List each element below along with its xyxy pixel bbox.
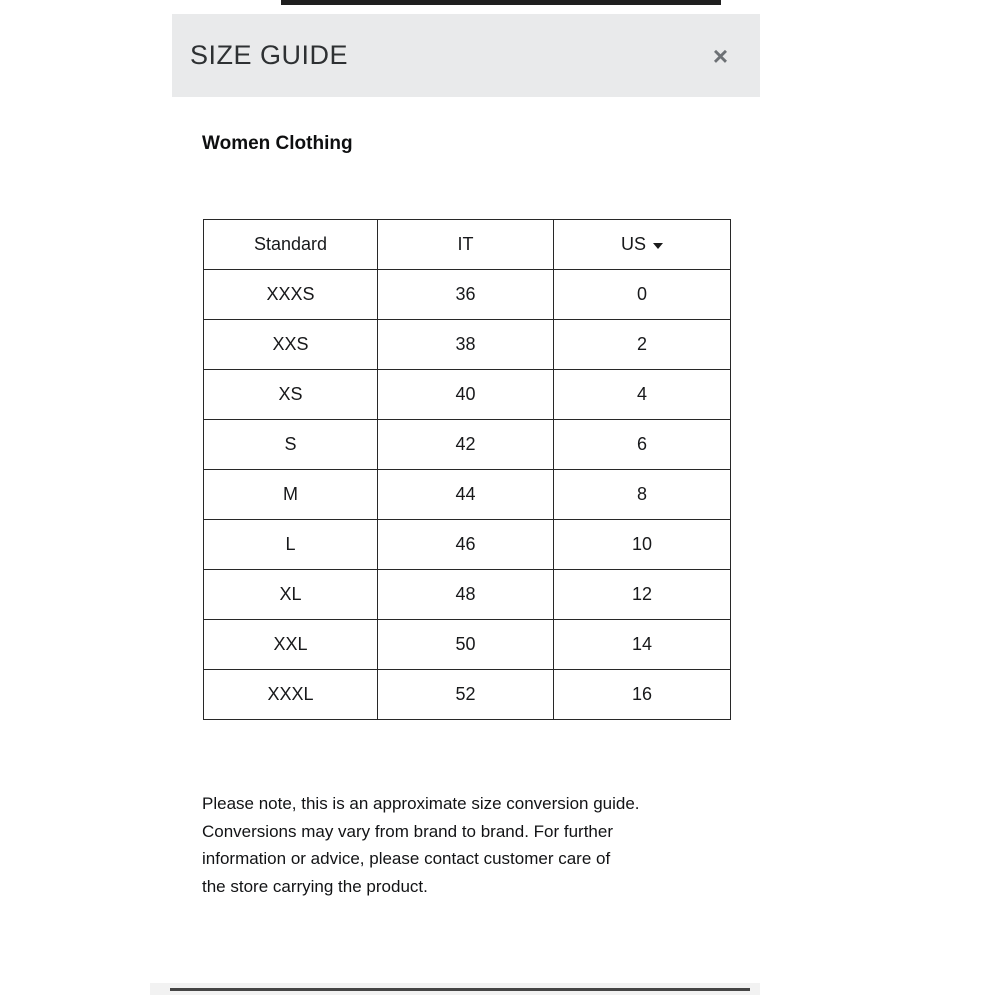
close-button[interactable] — [709, 39, 732, 73]
column-header-us-dropdown[interactable] — [554, 220, 731, 270]
cell-standard: M — [204, 470, 378, 520]
cell-standard: XXL — [204, 620, 378, 670]
table-row — [204, 620, 731, 670]
table-row — [204, 470, 731, 520]
cell-it: 46 — [378, 520, 554, 570]
top-page-divider — [281, 0, 721, 5]
cell-us: 12 — [554, 570, 731, 620]
conversion-note — [202, 790, 742, 900]
cell-standard: S — [204, 420, 378, 470]
size-conversion-table — [203, 219, 731, 720]
cell-standard: XXXL — [204, 670, 378, 720]
column-header-us-label: US — [620, 234, 646, 254]
caret-down-icon — [653, 243, 663, 249]
table-row — [204, 570, 731, 620]
close-icon: × — [712, 40, 728, 71]
cell-standard: XL — [204, 570, 378, 620]
cell-it: 36 — [378, 270, 554, 320]
table-row — [204, 370, 731, 420]
cell-us: 2 — [554, 320, 731, 370]
cell-standard: XXXS — [204, 270, 378, 320]
table-row — [204, 320, 731, 370]
cell-it: 44 — [378, 470, 554, 520]
cell-us: 10 — [554, 520, 731, 570]
cell-it: 52 — [378, 670, 554, 720]
cell-it: 50 — [378, 620, 554, 670]
bottom-page-divider — [170, 988, 750, 991]
cell-us: 16 — [554, 670, 731, 720]
note-line: information or advice, please contact customer care of — [202, 849, 611, 868]
table-header-row — [204, 220, 731, 270]
note-line: Conversions may vary from brand to brand. For further — [202, 821, 613, 841]
column-header-it: IT — [378, 220, 554, 270]
table-row — [204, 420, 731, 470]
cell-us: 4 — [554, 370, 731, 420]
table-row — [204, 670, 731, 720]
cell-it: 40 — [378, 370, 554, 420]
cell-standard: XXS — [204, 320, 378, 370]
note-line: Please note, this is an approximate size conversion guide. — [202, 794, 640, 813]
cell-us: 14 — [554, 620, 731, 670]
table-row — [204, 270, 731, 320]
section-title: Women Clothing — [202, 133, 353, 154]
modal-title: SIZE GUIDE — [190, 40, 349, 70]
cell-standard: L — [204, 520, 378, 570]
cell-standard: XS — [204, 370, 378, 420]
cell-it: 38 — [378, 320, 554, 370]
note-line: the store carrying the product. — [202, 876, 428, 896]
cell-it: 48 — [378, 570, 554, 620]
cell-it: 42 — [378, 420, 554, 470]
cell-us: 0 — [554, 270, 731, 320]
column-header-standard: Standard — [204, 220, 378, 270]
size-guide-modal-header — [172, 14, 760, 97]
cell-us: 6 — [554, 420, 731, 470]
cell-us: 8 — [554, 470, 731, 520]
table-row — [204, 520, 731, 570]
